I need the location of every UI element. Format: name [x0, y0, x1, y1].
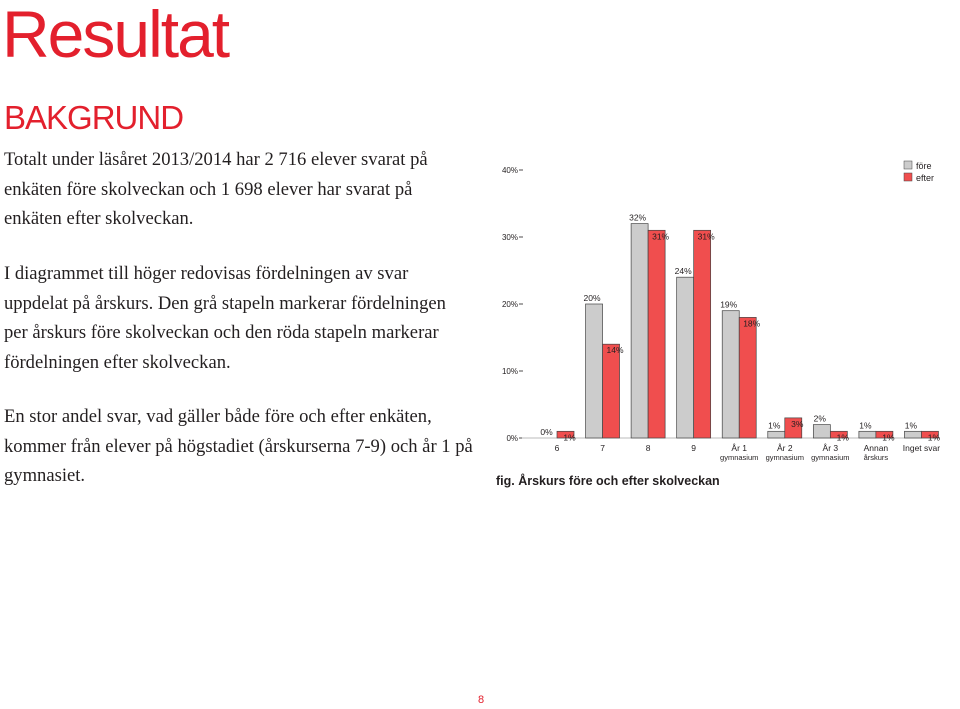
- data-label-före: 20%: [583, 293, 601, 303]
- bar-efter: [739, 317, 756, 438]
- data-label-efter: 31%: [652, 231, 670, 242]
- data-label-efter: 1%: [927, 432, 941, 443]
- bar-efter: [648, 230, 665, 438]
- x-tick-label: årskurs: [863, 453, 889, 462]
- bar-före: [904, 431, 921, 438]
- data-label-före: 2%: [813, 413, 826, 424]
- data-label-före: 1%: [859, 420, 872, 431]
- bar-före: [768, 431, 785, 438]
- y-tick-label: 10%: [501, 367, 518, 376]
- chart-caption: fig. Årskurs före och efter skolveckan: [496, 474, 720, 488]
- x-tick-label: Inget svar: [902, 443, 941, 453]
- y-tick-label: 0%: [506, 434, 518, 443]
- x-tick-label: 7: [600, 443, 605, 453]
- x-tick-label: gymnasium: [765, 453, 804, 462]
- bar-före: [813, 425, 830, 438]
- bar-före: [722, 311, 739, 438]
- data-label-efter: 3%: [791, 418, 804, 429]
- section-heading: BAKGRUND: [4, 99, 184, 136]
- bar-före: [631, 224, 648, 438]
- x-tick-label: Annan: [863, 443, 889, 453]
- chart-description-paragraph: I diagrammet till höger redovisas fördelningen av svar uppdelat på årskurs. Den grå stapeln markerar fördelningen per årskurs före skolveckan och den röda stapeln markerar fördelningen efter skolveckan.: [4, 263, 446, 373]
- intro-paragraph: Totalt under läsåret 2013/2014 har 2 716 elever svarat på enkäten före skolveckan och 1 698 elever har svarat på enkäten efter skolveckan.: [4, 149, 428, 229]
- data-label-före: 24%: [674, 266, 692, 277]
- page-number: 8: [478, 694, 485, 706]
- x-tick-label: 8: [645, 443, 651, 453]
- y-tick-label: 40%: [501, 166, 518, 175]
- legend-swatch-före: [904, 161, 912, 169]
- data-label-efter: 31%: [697, 231, 715, 242]
- y-tick-label: 20%: [501, 300, 518, 309]
- bar-före: [677, 277, 694, 438]
- bar-före: [586, 304, 603, 438]
- data-label-före: 1%: [768, 420, 781, 431]
- x-tick-label: År 3: [822, 443, 839, 453]
- data-label-före: 19%: [720, 299, 738, 310]
- x-tick-label: 9: [691, 443, 697, 453]
- page-title: Resultat: [2, 0, 229, 71]
- legend-swatch-efter: [904, 173, 912, 181]
- data-label-efter: 1%: [563, 432, 576, 443]
- data-label-efter: 14%: [606, 345, 624, 356]
- legend-label-före: före: [916, 161, 932, 171]
- data-label-före: 32%: [629, 212, 647, 223]
- bar-efter: [603, 344, 620, 438]
- data-label-före: 0%: [540, 427, 553, 437]
- bar-efter: [694, 230, 711, 438]
- x-tick-label: År 2: [776, 443, 793, 453]
- data-label-före: 1%: [904, 420, 918, 431]
- y-tick-label: 30%: [501, 233, 518, 242]
- grade-distribution-chart: [488, 150, 948, 470]
- x-tick-label: gymnasium: [811, 453, 850, 462]
- x-tick-label: År 1: [731, 443, 748, 453]
- conclusion-paragraph: En stor andel svar, vad gäller både före och efter enkäten, kommer från elever på högstadiet (årskurserna 7-9) och år 1 på gymnasiet.: [4, 406, 473, 486]
- x-tick-label: gymnasium: [720, 453, 759, 462]
- x-tick-label: 6: [554, 443, 560, 453]
- data-label-efter: 1%: [836, 432, 849, 443]
- legend-label-efter: efter: [916, 173, 935, 183]
- data-label-efter: 1%: [882, 432, 895, 443]
- data-label-efter: 18%: [743, 318, 761, 329]
- bar-före: [859, 431, 876, 438]
